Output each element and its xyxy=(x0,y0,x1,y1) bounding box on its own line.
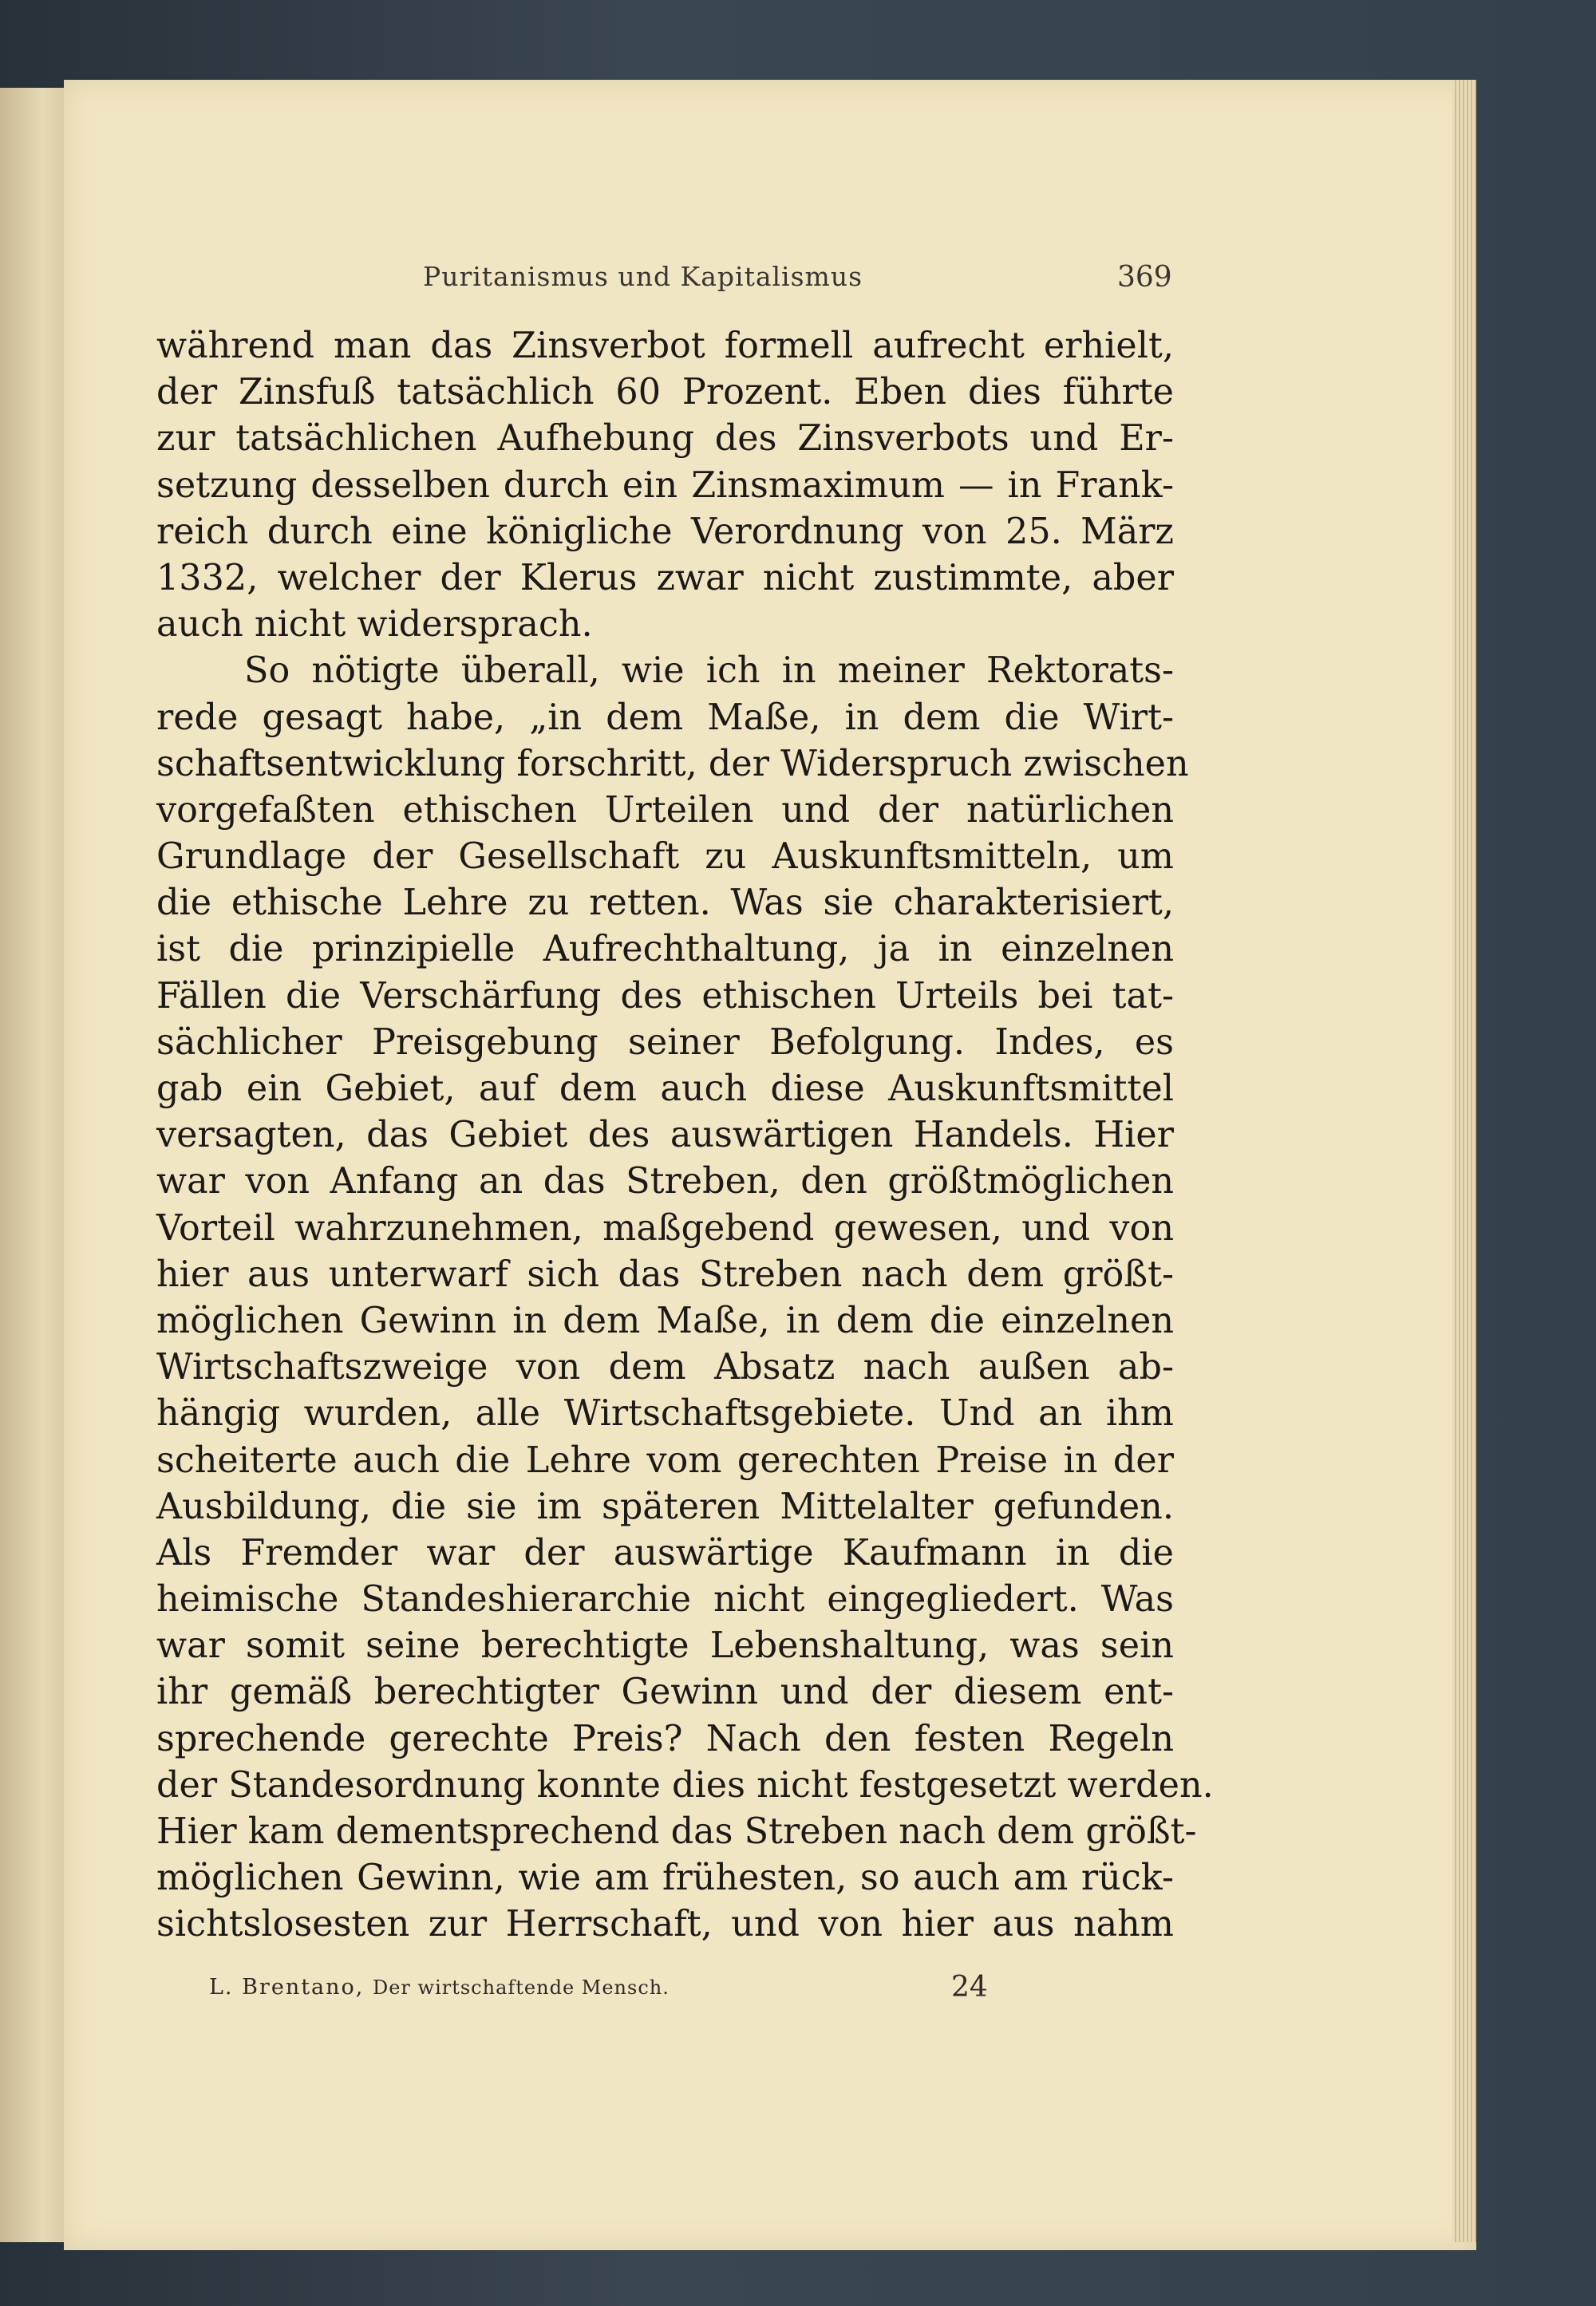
paragraph-1 xyxy=(156,323,1174,648)
text-line: Grundlage der Gesellschaft zu Auskunftsmitteln, um xyxy=(156,836,1174,878)
text-line: zur tatsächlichen Aufhebung des Zinsverbots und Er- xyxy=(156,418,1174,460)
text-line: war von Anfang an das Streben, den größtmöglichen xyxy=(156,1161,1174,1202)
text-line: Als Fremder war der auswärtige Kaufmann in die xyxy=(156,1532,1174,1574)
text-line: Wirtschaftszweige von dem Absatz nach außen ab- xyxy=(156,1347,1174,1388)
text-line: sichtslosesten zur Herrschaft, und von hier aus nahm xyxy=(156,1904,1174,1945)
text-line: heimische Standeshierarchie nicht eingegliedert. Was xyxy=(156,1579,1174,1621)
text-line: Ausbildung, die sie im späteren Mittelalter gefunden. xyxy=(156,1486,1174,1527)
footer-signature-line xyxy=(209,1975,670,2000)
text-line: versagten, das Gebiet des auswärtigen Handels. Hier xyxy=(156,1115,1174,1156)
text-line: Fällen die Verschärfung des ethischen Urteils bei tat- xyxy=(156,975,1174,1017)
text-line: hier aus unterwarf sich das Streben nach dem größt- xyxy=(156,1254,1174,1295)
text-line: setzung desselben durch ein Zinsmaximum — in Frank- xyxy=(156,464,1174,506)
text-line: sprechende gerechte Preis? Nach den festen Regeln xyxy=(156,1718,1174,1759)
text-line: Hier kam dementsprechend das Streben nach dem größt- xyxy=(156,1811,1197,1852)
facing-page-edge xyxy=(0,88,72,2242)
text-line: vorgefaßten ethischen Urteilen und der natürlichen xyxy=(156,789,1174,831)
page-stack-edge xyxy=(1452,80,1476,2242)
text-line: während man das Zinsverbot formell aufrecht erhielt, xyxy=(156,326,1174,366)
main-text xyxy=(156,323,1214,1949)
text-line: ist die prinzipielle Aufrechthaltung, ja in einzelnen xyxy=(156,929,1174,970)
text-line: So nötigte überall, wie ich in meiner Rektorats- xyxy=(244,650,1174,692)
text-line: 1332, welcher der Klerus zwar nicht zustimmte, aber xyxy=(156,557,1174,598)
text-line: hängig wurden, alle Wirtschaftsgebiete. Und an ihm xyxy=(156,1393,1174,1435)
text-line: war somit seine berechtigte Lebenshaltung, was sein xyxy=(156,1625,1174,1667)
text-line: schaftsentwicklung forschritt, der Widerspruch zwischen xyxy=(156,743,1189,784)
paragraph-2 xyxy=(156,648,1214,1948)
running-title: Puritanismus und Kapitalismus xyxy=(423,261,863,292)
text-line: auch nicht widersprach. xyxy=(156,604,593,646)
text-line: die ethische Lehre zu retten. Was sie charakterisiert, xyxy=(156,883,1174,924)
text-line: Vorteil wahrzunehmen, maßgebend gewesen, und von xyxy=(156,1207,1174,1249)
text-line: reich durch eine königliche Verordnung von 25. März xyxy=(156,511,1174,552)
footer-publication: Der wirtschaftende Mensch. xyxy=(372,1976,670,1999)
footer-author: L. Brentano, xyxy=(209,1975,365,2000)
page-number: 369 xyxy=(1117,261,1172,294)
text-line: gab ein Gebiet, auf dem auch diese Auskunftsmittel xyxy=(156,1068,1174,1109)
text-line: ihr gemäß berechtigter Gewinn und der diesem ent- xyxy=(156,1672,1174,1713)
text-line: möglichen Gewinn in dem Maße, in dem die einzelnen xyxy=(156,1300,1174,1341)
sheet-signature: 24 xyxy=(951,1971,988,2004)
text-line: der Standesordnung konnte dies nicht festgesetzt werden. xyxy=(156,1764,1214,1806)
text-line: der Zinsfuß tatsächlich 60 Prozent. Eben dies führte xyxy=(156,372,1174,413)
text-line: rede gesagt habe, „in dem Maße, in dem die Wirt- xyxy=(156,697,1174,738)
text-line: scheiterte auch die Lehre vom gerechten Preise in der xyxy=(156,1439,1174,1481)
text-line: sächlicher Preisgebung seiner Befolgung. Indes, es xyxy=(156,1021,1174,1063)
text-line: möglichen Gewinn, wie am frühesten, so auch am rück- xyxy=(156,1858,1174,1899)
